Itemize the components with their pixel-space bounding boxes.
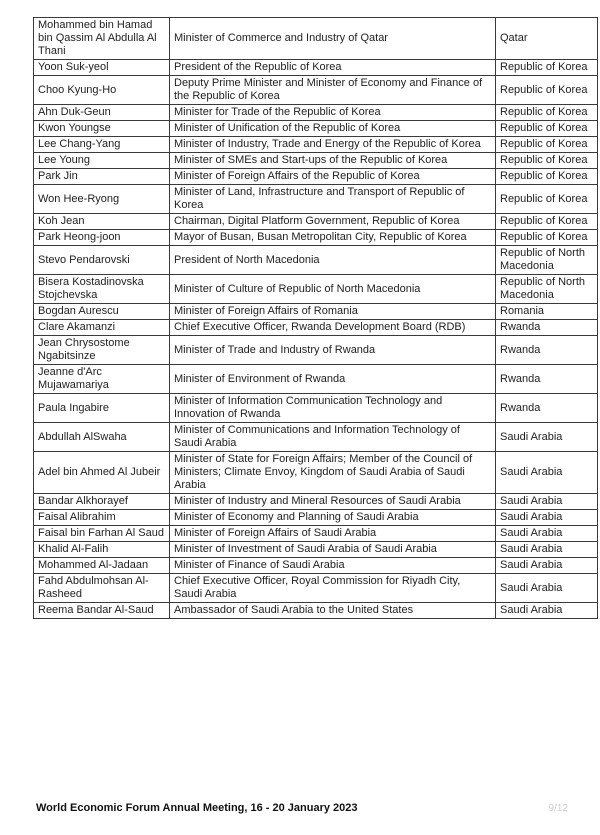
- table-row: [34, 394, 598, 423]
- delegate-name-cell: Stevo Pendarovski: [34, 246, 170, 275]
- delegate-name-cell: Lee Chang-Yang: [34, 137, 170, 153]
- delegate-name-cell: Park Jin: [34, 169, 170, 185]
- table-row: [34, 365, 598, 394]
- page-footer: [36, 802, 568, 814]
- delegate-country-cell: Romania: [496, 304, 598, 320]
- delegate-name-cell: Abdullah AlSwaha: [34, 423, 170, 452]
- delegate-country-cell: Saudi Arabia: [496, 603, 598, 619]
- table-row: [34, 304, 598, 320]
- delegate-name-cell: Lee Young: [34, 153, 170, 169]
- delegate-country-cell: Republic of North Macedonia: [496, 246, 598, 275]
- delegate-title-cell: Minister of Unification of the Republic of Korea: [170, 121, 496, 137]
- delegate-country-cell: Rwanda: [496, 394, 598, 423]
- delegate-name-cell: Bogdan Aurescu: [34, 304, 170, 320]
- delegate-name-cell: Jeanne d'Arc Mujawamariya: [34, 365, 170, 394]
- delegate-title-cell: Minister of Industry, Trade and Energy of the Republic of Korea: [170, 137, 496, 153]
- delegate-title-cell: Minister for Trade of the Republic of Korea: [170, 105, 496, 121]
- table-row: [34, 169, 598, 185]
- delegate-country-cell: Republic of Korea: [496, 76, 598, 105]
- delegate-name-cell: Adel bin Ahmed Al Jubeir: [34, 452, 170, 494]
- delegate-title-cell: Minister of Foreign Affairs of Saudi Arabia: [170, 526, 496, 542]
- delegate-country-cell: Republic of Korea: [496, 214, 598, 230]
- delegate-country-cell: Saudi Arabia: [496, 452, 598, 494]
- table-row: [34, 558, 598, 574]
- delegate-title-cell: Minister of Commerce and Industry of Qatar: [170, 18, 496, 60]
- delegate-country-cell: Saudi Arabia: [496, 558, 598, 574]
- delegate-country-cell: Republic of Korea: [496, 137, 598, 153]
- delegate-title-cell: Minister of Economy and Planning of Saudi Arabia: [170, 510, 496, 526]
- delegate-name-cell: Bandar Alkhorayef: [34, 494, 170, 510]
- delegate-name-cell: Paula Ingabire: [34, 394, 170, 423]
- table-row: [34, 105, 598, 121]
- delegate-title-cell: Minister of Land, Infrastructure and Transport of Republic of Korea: [170, 185, 496, 214]
- table-row: [34, 542, 598, 558]
- delegate-title-cell: Minister of Foreign Affairs of the Republic of Korea: [170, 169, 496, 185]
- delegate-name-cell: Ahn Duk-Geun: [34, 105, 170, 121]
- table-row: [34, 336, 598, 365]
- delegate-title-cell: Minister of Finance of Saudi Arabia: [170, 558, 496, 574]
- table-row: [34, 603, 598, 619]
- table-row: [34, 275, 598, 304]
- table-row: [34, 452, 598, 494]
- delegate-title-cell: Minister of Environment of Rwanda: [170, 365, 496, 394]
- delegate-country-cell: Rwanda: [496, 336, 598, 365]
- delegate-country-cell: Saudi Arabia: [496, 526, 598, 542]
- table-row: [34, 320, 598, 336]
- table-row: [34, 137, 598, 153]
- delegates-table: [33, 17, 598, 619]
- delegate-title-cell: Minister of Culture of Republic of North Macedonia: [170, 275, 496, 304]
- table-row: [34, 526, 598, 542]
- delegate-title-cell: Mayor of Busan, Busan Metropolitan City, Republic of Korea: [170, 230, 496, 246]
- delegate-name-cell: Park Heong-joon: [34, 230, 170, 246]
- delegate-name-cell: Mohammed bin Hamad bin Qassim Al Abdulla Al Thani: [34, 18, 170, 60]
- table-row: [34, 185, 598, 214]
- footer-document-title: World Economic Forum Annual Meeting, 16 - 20 January 2023: [36, 802, 358, 814]
- delegate-name-cell: Choo Kyung-Ho: [34, 76, 170, 105]
- delegate-country-cell: Qatar: [496, 18, 598, 60]
- delegate-name-cell: Fahd Abdulmohsan Al-Rasheed: [34, 574, 170, 603]
- table-row: [34, 494, 598, 510]
- delegate-title-cell: Minister of Industry and Mineral Resources of Saudi Arabia: [170, 494, 496, 510]
- delegate-title-cell: Minister of Trade and Industry of Rwanda: [170, 336, 496, 365]
- delegate-name-cell: Faisal bin Farhan Al Saud: [34, 526, 170, 542]
- delegate-name-cell: Faisal Alibrahim: [34, 510, 170, 526]
- delegate-country-cell: Saudi Arabia: [496, 510, 598, 526]
- delegate-country-cell: Republic of Korea: [496, 121, 598, 137]
- delegate-title-cell: Minister of Investment of Saudi Arabia of Saudi Arabia: [170, 542, 496, 558]
- delegate-name-cell: Koh Jean: [34, 214, 170, 230]
- delegate-title-cell: Chief Executive Officer, Royal Commission for Riyadh City, Saudi Arabia: [170, 574, 496, 603]
- table-row: [34, 230, 598, 246]
- delegate-title-cell: Minister of Communications and Information Technology of Saudi Arabia: [170, 423, 496, 452]
- table-row: [34, 510, 598, 526]
- delegate-name-cell: Won Hee-Ryong: [34, 185, 170, 214]
- delegate-country-cell: Saudi Arabia: [496, 423, 598, 452]
- delegate-name-cell: Yoon Suk-yeol: [34, 60, 170, 76]
- delegate-title-cell: Chairman, Digital Platform Government, Republic of Korea: [170, 214, 496, 230]
- table-row: [34, 153, 598, 169]
- delegate-name-cell: Kwon Youngse: [34, 121, 170, 137]
- table-row: [34, 76, 598, 105]
- table-row: [34, 423, 598, 452]
- delegate-name-cell: Khalid Al-Falih: [34, 542, 170, 558]
- delegate-title-cell: Deputy Prime Minister and Minister of Economy and Finance of the Republic of Korea: [170, 76, 496, 105]
- delegate-name-cell: Clare Akamanzi: [34, 320, 170, 336]
- table-row: [34, 214, 598, 230]
- delegate-country-cell: Republic of Korea: [496, 105, 598, 121]
- delegate-country-cell: Republic of Korea: [496, 60, 598, 76]
- delegate-country-cell: Rwanda: [496, 365, 598, 394]
- delegate-country-cell: Republic of Korea: [496, 153, 598, 169]
- delegate-name-cell: Reema Bandar Al-Saud: [34, 603, 170, 619]
- table-row: [34, 121, 598, 137]
- delegate-country-cell: Saudi Arabia: [496, 494, 598, 510]
- delegate-country-cell: Republic of North Macedonia: [496, 275, 598, 304]
- delegate-country-cell: Saudi Arabia: [496, 574, 598, 603]
- delegate-name-cell: Bisera Kostadinovska Stojchevska: [34, 275, 170, 304]
- delegate-country-cell: Republic of Korea: [496, 185, 598, 214]
- page-number: 9/12: [548, 803, 568, 814]
- delegate-country-cell: Rwanda: [496, 320, 598, 336]
- table-row: [34, 18, 598, 60]
- delegate-country-cell: Saudi Arabia: [496, 542, 598, 558]
- delegate-title-cell: Ambassador of Saudi Arabia to the United States: [170, 603, 496, 619]
- delegate-name-cell: Jean Chrysostome Ngabitsinze: [34, 336, 170, 365]
- delegate-title-cell: President of the Republic of Korea: [170, 60, 496, 76]
- delegate-country-cell: Republic of Korea: [496, 230, 598, 246]
- delegate-title-cell: Minister of Information Communication Technology and Innovation of Rwanda: [170, 394, 496, 423]
- delegate-title-cell: President of North Macedonia: [170, 246, 496, 275]
- delegate-country-cell: Republic of Korea: [496, 169, 598, 185]
- table-row: [34, 60, 598, 76]
- delegate-title-cell: Minister of SMEs and Start-ups of the Republic of Korea: [170, 153, 496, 169]
- table-row: [34, 246, 598, 275]
- delegate-title-cell: Chief Executive Officer, Rwanda Development Board (RDB): [170, 320, 496, 336]
- delegates-table-body: [34, 18, 598, 619]
- table-row: [34, 574, 598, 603]
- delegate-name-cell: Mohammed Al-Jadaan: [34, 558, 170, 574]
- delegate-title-cell: Minister of State for Foreign Affairs; Member of the Council of Ministers; Climate Envoy, Kingdom of Saudi Arabia of Saudi Arabia: [170, 452, 496, 494]
- delegate-title-cell: Minister of Foreign Affairs of Romania: [170, 304, 496, 320]
